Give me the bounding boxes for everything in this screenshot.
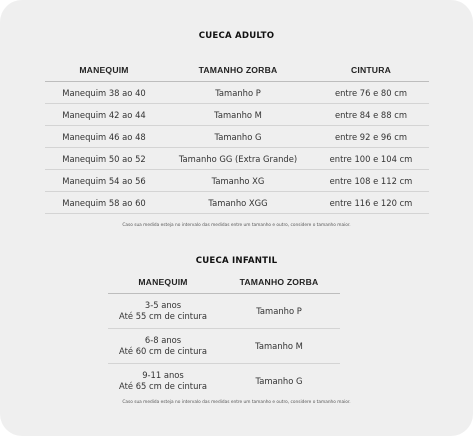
cell-age: 9-11 anos: [142, 370, 184, 380]
cell-cintura: entre 76 e 80 cm: [334, 87, 408, 98]
header-manequim: MANEQUIM: [45, 58, 163, 82]
table-row: [45, 126, 429, 148]
cell-age: 3-5 anos: [144, 300, 182, 310]
header-cintura: CINTURA: [313, 58, 429, 82]
cell-manequim: [108, 294, 218, 329]
cell-tamanho: Tamanho XGG: [163, 192, 313, 214]
cell-cintura: entre 108 e 112 cm: [313, 170, 429, 192]
cell-manequim: Manequim 42 ao 44: [45, 104, 163, 126]
adult-size-note: Caso sua medida esteja no intervalo das medidas entre um tamanho e outro, considere o tamanho maior.: [122, 223, 351, 228]
cell-age: 6-8 anos: [144, 335, 182, 345]
cell-waist: Até 60 cm de cintura: [119, 346, 207, 356]
table-row: [45, 148, 429, 170]
cell-tamanho: Tamanho XG: [163, 170, 313, 192]
cell-manequim: [108, 364, 218, 399]
kids-header-row: [108, 270, 340, 294]
kids-size-table: [108, 270, 340, 398]
header-tamanho-zorba: TAMANHO ZORBA: [163, 58, 313, 82]
cell-tamanho: Tamanho GG (Extra Grande): [163, 148, 313, 170]
table-row: [45, 192, 429, 214]
cell-cintura: entre 92 e 96 cm: [313, 126, 429, 148]
cell-manequim: Manequim 58 ao 60: [45, 192, 163, 214]
table-row: [108, 329, 340, 364]
cell-tamanho: Tamanho G: [163, 126, 313, 148]
kids-section-title: CUECA INFANTIL: [195, 256, 278, 266]
cell-manequim: Manequim 38 ao 40: [62, 87, 146, 98]
cell-cintura: entre 84 e 88 cm: [313, 104, 429, 126]
header-manequim: MANEQUIM: [108, 270, 218, 294]
cell-tamanho: Tamanho M: [218, 329, 340, 364]
kids-size-note: Caso sua medida esteja no intervalo das medidas entre um tamanho e outro, considere o tamanho maior.: [122, 400, 351, 405]
cell-waist: Até 65 cm de cintura: [119, 381, 207, 391]
table-row: [108, 364, 340, 399]
cell-tamanho: Tamanho P: [215, 87, 261, 98]
table-row: [108, 294, 340, 329]
cell-tamanho: Tamanho M: [163, 104, 313, 126]
cell-cintura: entre 116 e 120 cm: [313, 192, 429, 214]
cell-tamanho: Tamanho P: [256, 305, 302, 316]
cell-manequim: [108, 329, 218, 364]
header-tamanho-zorba: TAMANHO ZORBA: [218, 270, 340, 294]
adult-header-row: [45, 58, 429, 82]
adult-size-table: [45, 58, 429, 214]
adult-section-title: CUECA ADULTO: [198, 31, 275, 41]
table-row: [45, 170, 429, 192]
cell-manequim: Manequim 54 ao 56: [45, 170, 163, 192]
cell-manequim: Manequim 50 ao 52: [45, 148, 163, 170]
cell-waist: Até 55 cm de cintura: [119, 311, 207, 321]
cell-cintura: entre 100 e 104 cm: [313, 148, 429, 170]
cell-manequim: Manequim 46 ao 48: [45, 126, 163, 148]
table-row: [45, 82, 429, 104]
table-row: [45, 104, 429, 126]
cell-tamanho: Tamanho G: [218, 364, 340, 399]
